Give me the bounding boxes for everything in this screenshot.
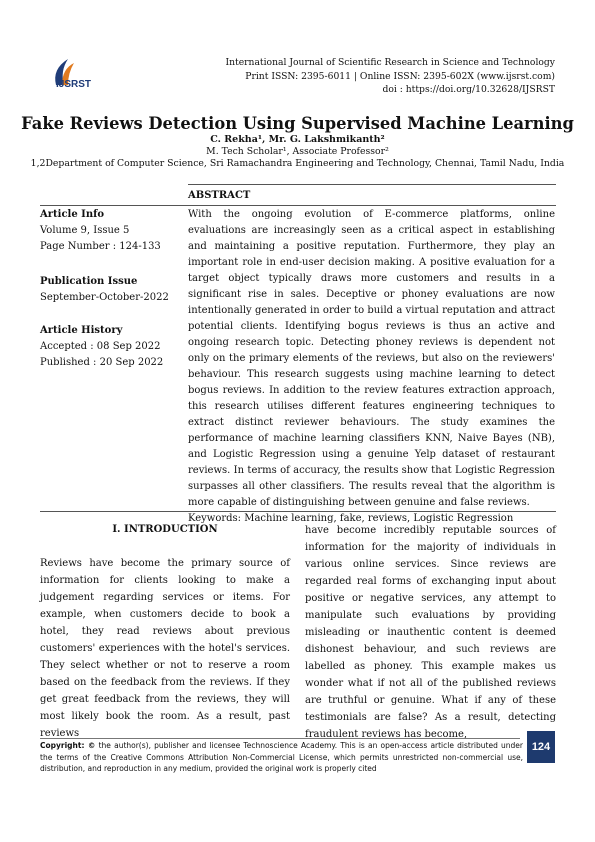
divider xyxy=(40,511,556,512)
section-heading-introduction: I. INTRODUCTION xyxy=(112,524,218,535)
article-history-heading: Article History xyxy=(40,325,123,336)
publication-issue-heading: Publication Issue xyxy=(40,276,138,287)
intro-column-right: have become incredibly reputable sources of information for the majority of individuals in various online services. Since reviews are regarded real forms of exchanging input about positive or negative services, any attempt to manipulate such evaluations by providing misleading or inauthentic content is deemed dishonest behaviour, and such reviews are labelled as phoney. This example makes us wonder what if not all of the published reviews are truthful or genuine. What if any of these testimonials are false? As a result, detecting fraudulent reviews has become, xyxy=(305,525,556,740)
journal-name: International Journal of Scientific Research in Science and Technology xyxy=(225,57,555,68)
page-number: 124 xyxy=(527,731,555,763)
journal-doi[interactable]: doi : https://doi.org/10.32628/IJSRST xyxy=(382,84,555,95)
author-affiliation: 1,2Department of Computer Science, Sri Ramachandra Engineering and Technology, Chennai, Tamil Nadu, India xyxy=(30,158,565,169)
accepted-date: Accepted : 08 Sep 2022 xyxy=(40,341,161,352)
journal-header xyxy=(225,56,555,97)
intro-column-left: Reviews have become the primary source of information for clients looking to make a judgement regarding services or items. For example, when customers decide to book a hotel, they read reviews about previous customers' experiences with the hotel's services. They select whether or not to reserve a room based on the feedback from the reviews. If they get great feedback from the reviews, they will most likely book the room. As a result, past reviews xyxy=(40,558,290,739)
article-info-heading: Article Info xyxy=(40,209,105,220)
article-volume: Volume 9, Issue 5 xyxy=(40,225,130,236)
published-date: Published : 20 Sep 2022 xyxy=(40,357,164,368)
abstract-text: With the ongoing evolution of E-commerce platforms, online evaluations are increasingly seen as a critical aspect in establishing and maintaining a positive reputation. Furthermore, they play an important role in end-user decision making. A positive evaluation for a target object typically draws more customers and results in a significant rise in sales. Deceptive or phoney evaluations are now intentionally generated in order to build a virtual reputation and attract potential clients. Identifying bogus reviews is thus an active and ongoing research topic. Detecting phoney reviews is dependent not only on the primary elements of the reviews, but also on the reviewers' behaviour. This research suggests using machine learning to detect bogus reviews. In addition to the review features extraction approach, this research utilises different features engineering techniques to extract distinct reviewer behaviours. The study examines the performance of machine learning classifiers KNN, Naive Bayes (NB), and Logistic Regression using a genuine Yelp dataset of restaurant reviews. In terms of accuracy, the results show that Logistic Regression surpasses all other classifiers. The results reveal that the algorithm is more capable of distinguishing between genuine and false reviews. xyxy=(188,209,555,508)
divider xyxy=(188,184,556,185)
paper-title: Fake Reviews Detection Using Supervised Machine Learning xyxy=(21,114,574,133)
footer-divider xyxy=(40,738,520,739)
copyright-footer xyxy=(40,740,523,775)
publication-issue-value: September-October-2022 xyxy=(40,292,169,303)
copyright-label: Copyright: © xyxy=(40,741,96,750)
copyright-text: the author(s), publisher and licensee Technoscience Academy. This is an open-access article distributed under the terms of the Creative Commons Attribution Non-Commercial License, which permits unrestricted non-commercial use, distribution, and reproduction in any medium, provided the original work is properly cited xyxy=(40,741,523,773)
divider xyxy=(40,205,556,206)
keywords: Keywords: Machine learning, fake, reviews, Logistic Regression xyxy=(188,513,514,524)
logo-text: IJSRST xyxy=(56,79,92,90)
paper-authors: C. Rekha¹, Mr. G. Lakshmikanth² xyxy=(210,134,385,145)
abstract-body xyxy=(188,207,555,527)
journal-issn: Print ISSN: 2395-6011 | Online ISSN: 2395-602X (www.ijsrst.com) xyxy=(245,70,555,82)
article-history xyxy=(40,323,163,371)
article-info xyxy=(40,207,161,255)
abstract-heading: ABSTRACT xyxy=(188,190,251,201)
journal-logo xyxy=(48,55,88,99)
article-pages: Page Number : 124-133 xyxy=(40,241,161,252)
author-roles: M. Tech Scholar¹, Associate Professor² xyxy=(206,146,389,157)
publication-issue xyxy=(40,274,169,306)
